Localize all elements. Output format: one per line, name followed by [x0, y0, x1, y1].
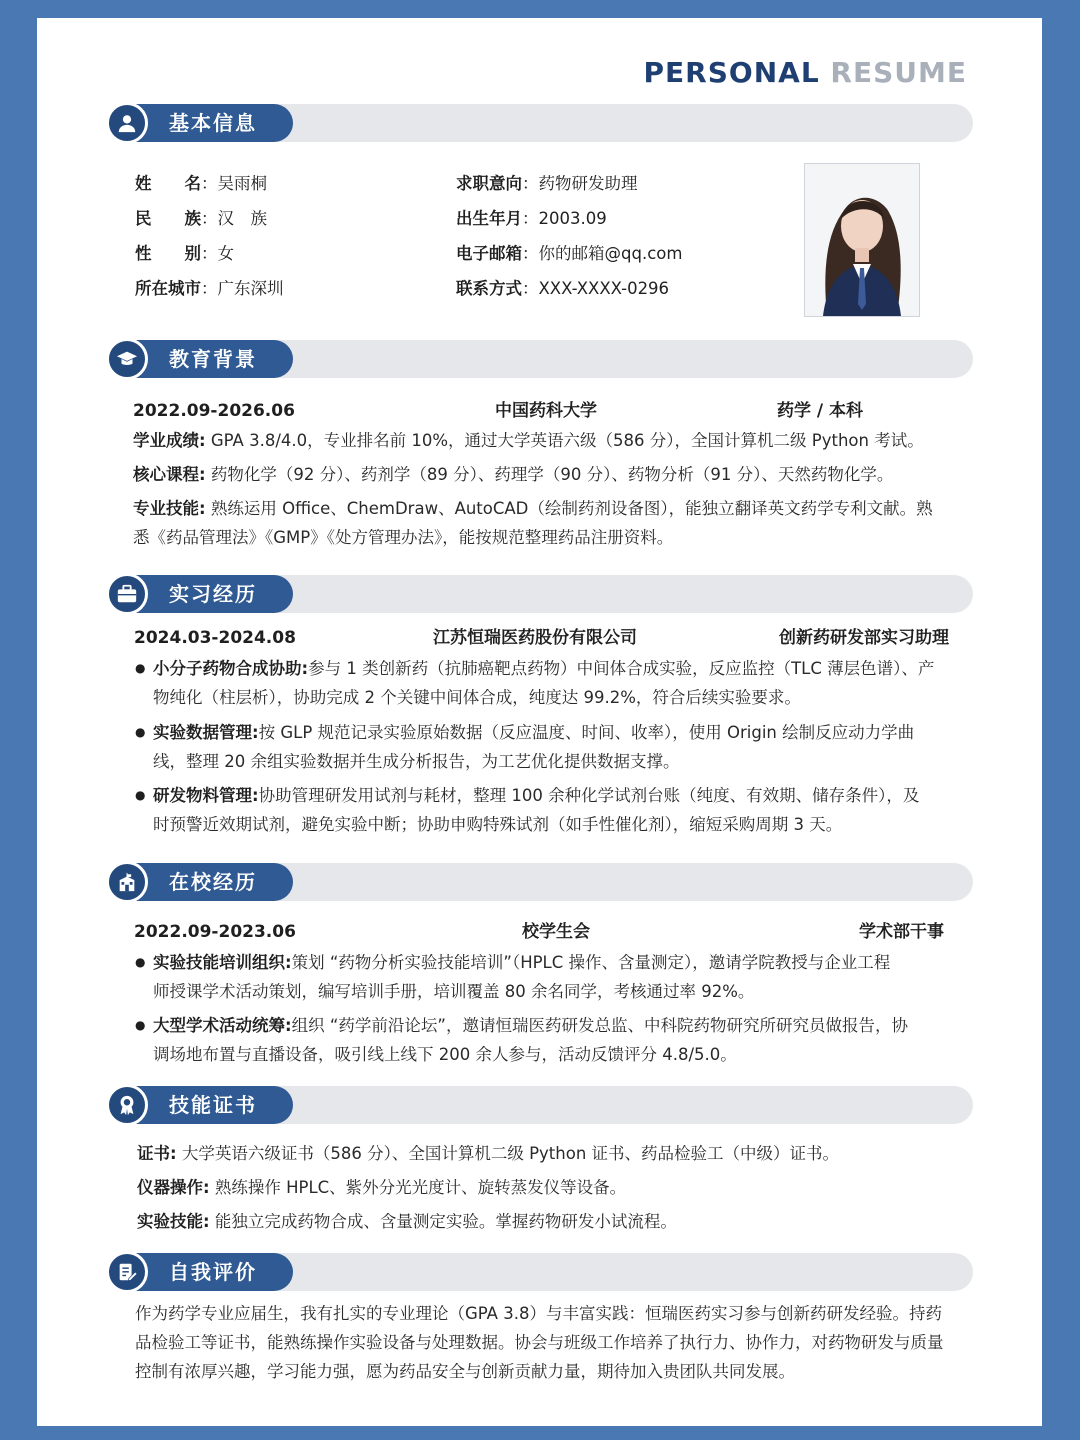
section-title-skills: 技能证书 [169, 1093, 257, 1117]
field-phone: 联系方式：XXX-XXXX-0296 [456, 279, 670, 298]
internship-item-label: 实验数据管理: [153, 723, 259, 742]
internship-item-line1: 参与 1 类创新药（抗肺癌靶点药物）中间体合成实验，反应监控（TLC 薄层色谱）、产 [308, 659, 935, 678]
pro-skills-label: 专业技能: [133, 499, 206, 518]
campus-item-label: 实验技能培训组织: [153, 953, 292, 972]
gender-value: 女 [217, 244, 234, 263]
briefcase-icon [106, 573, 148, 615]
name-value: 吴雨桐 [217, 174, 267, 193]
ethnic-label: 民 族 [135, 209, 201, 228]
birth-label: 出生年月 [456, 209, 522, 228]
edit-document-icon [106, 1251, 148, 1293]
campus-item-label: 大型学术活动统筹: [153, 1016, 292, 1035]
phone-label: 联系方式 [456, 279, 522, 298]
skills-instrument [137, 1173, 967, 1202]
campus-role: 学术部干事 [859, 922, 944, 942]
instrument-text: 熟练操作 HPLC、紫外分光光度计、旋转蒸发仪等设备。 [214, 1178, 627, 1197]
education-period: 2022.09-2026.06 [133, 401, 295, 421]
courses-label: 核心课程: [133, 465, 206, 484]
internship-company: 江苏恒瑞医药股份有限公司 [433, 628, 637, 648]
city-value: 广东深圳 [217, 279, 284, 298]
section-title-self: 自我评价 [169, 1260, 257, 1284]
campus-org: 校学生会 [522, 922, 590, 942]
field-gender: 性 别：女 [135, 244, 234, 263]
campus-item [135, 1011, 983, 1069]
graduation-cap-icon [106, 338, 148, 380]
campus-item-line1: 策划 “药物分析实验技能培训”（HPLC 操作、含量测定），邀请学院教授与企业工程 [291, 953, 891, 972]
internship-item-label: 小分子药物合成协助: [153, 659, 309, 678]
resume-page [37, 18, 1042, 1426]
grades-label: 学业成绩: [133, 431, 206, 450]
campus-item-line2: 调场地布置与直播设备，吸引线上线下 200 余人参与，活动反馈评分 4.8/5.0。 [153, 1045, 737, 1064]
section-title-campus: 在校经历 [169, 870, 257, 894]
lab-skills-label: 实验技能: [137, 1212, 210, 1231]
campus-item-line1: 组织 “药学前沿论坛”，邀请恒瑞医药研发总监、中科院药物研究所研究员做报告，协 [291, 1016, 908, 1035]
job-value: 药物研发助理 [538, 174, 638, 193]
job-label: 求职意向 [456, 174, 522, 193]
phone-value: XXX-XXXX-0296 [538, 279, 670, 298]
ethnic-value: 汉 族 [217, 209, 267, 228]
cert-text: 大学英语六级证书（586 分）、全国计算机二级 Python 证书、药品检验工（中级）证书。 [181, 1144, 840, 1163]
title-personal: PERSONAL [643, 56, 820, 89]
school-building-icon [106, 861, 148, 903]
person-icon [106, 102, 148, 144]
internship-item [135, 718, 983, 776]
birth-value: 2003.09 [538, 209, 607, 228]
internship-item [135, 781, 983, 839]
internship-item-label: 研发物料管理: [153, 786, 259, 805]
name-label: 姓 名 [135, 174, 201, 193]
education-grades [133, 426, 973, 455]
section-header-basic [107, 104, 293, 142]
self-line: 品检验工等证书，能熟练操作实验设备与处理数据。协会与班级工作培养了执行力、协作力，对药物研发与质量 [135, 1333, 944, 1352]
education-major: 药学 / 本科 [777, 401, 864, 421]
city-label: 所在城市 [135, 279, 201, 298]
section-title-basic: 基本信息 [169, 111, 257, 135]
lab-skills-text: 能独立完成药物合成、含量测定实验。掌握药物研发小试流程。 [214, 1212, 677, 1231]
field-job: 求职意向：药物研发助理 [456, 174, 638, 193]
campus-period: 2022.09-2023.06 [134, 922, 296, 942]
cert-label: 证书: [137, 1144, 177, 1163]
section-header-internship [107, 575, 293, 613]
education-school: 中国药科大学 [495, 401, 597, 421]
section-header-education [107, 340, 293, 378]
resume-title [644, 56, 967, 89]
award-ribbon-icon [106, 1084, 148, 1126]
campus-item [135, 948, 983, 1006]
internship-period: 2024.03-2024.08 [134, 628, 296, 648]
education-skills [133, 494, 973, 552]
skills-lab [137, 1207, 967, 1236]
section-title-education: 教育背景 [169, 347, 257, 371]
grades-text: GPA 3.8/4.0，专业排名前 10%，通过大学英语六级（586 分），全国计算机二级 Python 考试。 [210, 431, 924, 450]
skills-cert [137, 1139, 967, 1168]
internship-item-line1: 协助管理研发用试剂与耗材，整理 100 余种化学试剂台账（纯度、有效期、储存条件），及 [258, 786, 920, 805]
section-title-internship: 实习经历 [169, 582, 257, 606]
self-line: 作为药学专业应届生，我有扎实的专业理论（GPA 3.8）与丰富实践：恒瑞医药实习参与创新药研发经验。持药 [135, 1304, 942, 1323]
field-name: 姓 名：吴雨桐 [135, 174, 267, 193]
internship-item-line2: 线，整理 20 余组实验数据并生成分析报告，为工艺优化提供数据支撑。 [153, 752, 680, 771]
pro-skills-line1: 熟练运用 Office、ChemDraw、AutoCAD（绘制药剂设备图），能独立翻译英文药学专利文献。熟 [210, 499, 933, 518]
pro-skills-line2: 悉《药品管理法》《GMP》《处方管理办法》，能按规范整理药品注册资料。 [133, 528, 674, 547]
instrument-label: 仪器操作: [137, 1178, 210, 1197]
gender-label: 性 别 [135, 244, 201, 263]
profile-photo [804, 163, 920, 317]
field-email: 电子邮箱：你的邮箱@qq.com [456, 244, 683, 263]
internship-item-line2: 物纯化（柱层析），协助完成 2 个关键中间体合成，纯度达 99.2%，符合后续实验要求。 [153, 688, 801, 707]
education-courses [133, 460, 973, 489]
campus-item-line2: 师授课学术活动策划，编写培训手册，培训覆盖 80 余名同学，考核通过率 92%。 [153, 982, 755, 1001]
field-ethnic: 民 族：汉 族 [135, 209, 267, 228]
internship-role: 创新药研发部实习助理 [779, 628, 949, 648]
field-city: 所在城市：广东深圳 [135, 279, 284, 298]
section-header-self [107, 1253, 293, 1291]
internship-item-line1: 按 GLP 规范记录实验原始数据（反应温度、时间、收率），使用 Origin 绘制反应动力学曲 [258, 723, 915, 742]
courses-text: 药物化学（92 分）、药剂学（89 分）、药理学（90 分）、药物分析（91 分）、天然药物化学。 [210, 465, 894, 484]
field-birth: 出生年月：2003.09 [456, 209, 607, 228]
self-evaluation [135, 1299, 975, 1386]
title-resume: RESUME [830, 56, 967, 89]
email-value: 你的邮箱@qq.com [538, 244, 683, 263]
internship-item-line2: 时预警近效期试剂，避免实验中断；协助申购特殊试剂（如手性催化剂），缩短采购周期 3 天。 [153, 815, 843, 834]
section-header-campus [107, 863, 293, 901]
self-line: 控制有浓厚兴趣，学习能力强，愿为药品安全与创新贡献力量，期待加入贵团队共同发展。 [135, 1362, 795, 1381]
section-header-skills [107, 1086, 293, 1124]
email-label: 电子邮箱 [456, 244, 522, 263]
internship-item [135, 654, 983, 712]
